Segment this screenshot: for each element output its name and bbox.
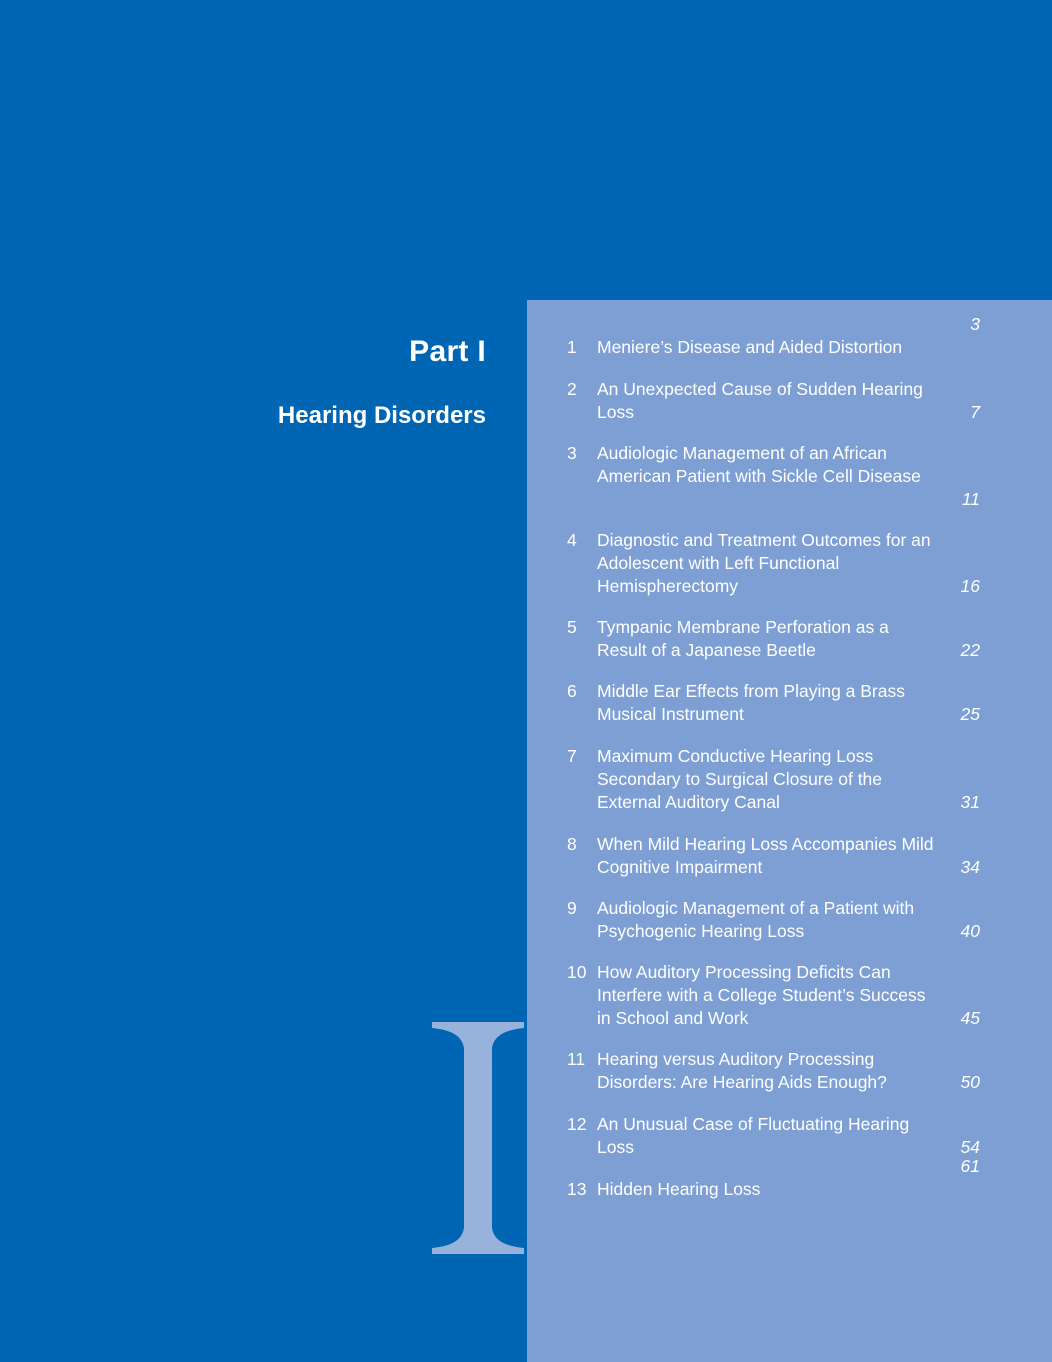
toc-entry-number: 5 (567, 617, 577, 637)
toc-entry-page: 40 (960, 921, 980, 942)
toc-entry-title: Hearing versus Auditory Processing Disorders: Are Hearing Aids Enough? (597, 1049, 887, 1092)
part-title: Part I (409, 335, 486, 368)
toc-entry[interactable] (527, 833, 1052, 879)
toc-entry-number: 3 (567, 443, 577, 463)
toc-entry-title: Meniere’s Disease and Aided Distortion (597, 337, 903, 357)
toc-entry-number: 2 (567, 379, 577, 399)
toc-entry[interactable] (527, 961, 1052, 1030)
toc-entry-number: 7 (567, 746, 577, 766)
toc-entry[interactable] (527, 897, 1052, 943)
toc-entry-page: 45 (960, 1008, 980, 1029)
toc-entry-page: 11 (961, 489, 980, 510)
toc-panel (527, 300, 1052, 1362)
toc-entry-title: How Auditory Processing Deficits Can Interfere with a College Student’s Success in School and Work (597, 962, 926, 1028)
toc-entry[interactable] (527, 378, 1052, 424)
toc-entry-title: When Mild Hearing Loss Accompanies Mild Cognitive Impairment (597, 834, 934, 877)
toc-entry-page: 61 (960, 1156, 980, 1177)
toc-entry[interactable] (527, 680, 1052, 726)
toc-entry[interactable] (527, 1113, 1052, 1159)
toc-entry-number: 6 (567, 681, 577, 701)
toc-entry-page: 34 (960, 857, 980, 878)
toc-entry-page: 7 (970, 402, 980, 423)
toc-entry-number: 8 (567, 834, 577, 854)
toc-entry-title: Audiologic Management of an African American Patient with Sickle Cell Disease (597, 443, 921, 486)
toc-entry-title: Hidden Hearing Loss (597, 1179, 761, 1199)
toc-entry-page: 3 (970, 314, 980, 335)
toc-entry-title: Tympanic Membrane Perforation as a Result of a Japanese Beetle (597, 617, 889, 660)
toc-entry-number: 10 (567, 962, 587, 982)
toc-entry-title: Audiologic Management of a Patient with Psychogenic Hearing Loss (597, 898, 915, 941)
toc-entry[interactable] (527, 616, 1052, 662)
toc-entry[interactable] (527, 745, 1052, 814)
toc-entry[interactable] (527, 1048, 1052, 1094)
part-numeral (432, 1022, 524, 1254)
toc-entry-title: Middle Ear Effects from Playing a Brass Musical Instrument (597, 681, 905, 724)
toc-entry-number: 11 (567, 1049, 586, 1069)
toc-entry-page: 54 (960, 1137, 980, 1158)
toc-entry-title: An Unusual Case of Fluctuating Hearing Loss (597, 1114, 910, 1157)
toc-entry-number: 4 (567, 530, 577, 550)
toc-entry-page: 22 (960, 640, 980, 661)
toc-entry-title: Diagnostic and Treatment Outcomes for an Adolescent with Left Functional Hemispherectomy (597, 530, 931, 596)
toc-entry-number: 9 (567, 898, 577, 918)
toc-entry-page: 25 (960, 704, 980, 725)
toc-entry-page: 31 (960, 792, 980, 813)
toc-entry-page: 16 (960, 576, 980, 597)
toc-entry-number: 1 (567, 337, 577, 357)
part-subtitle: Hearing Disorders (277, 402, 486, 429)
toc-entry-title: An Unexpected Cause of Sudden Hearing Loss (597, 379, 923, 422)
toc-entry[interactable] (527, 442, 1052, 511)
toc-entry-page: 50 (960, 1072, 980, 1093)
toc-entry-number: 12 (567, 1114, 587, 1134)
toc-entry-title: Maximum Conductive Hearing Loss Secondary to Surgical Closure of the External Auditory Canal (597, 746, 883, 812)
toc-entry[interactable] (527, 529, 1052, 598)
toc-entry-number: 13 (567, 1179, 587, 1199)
